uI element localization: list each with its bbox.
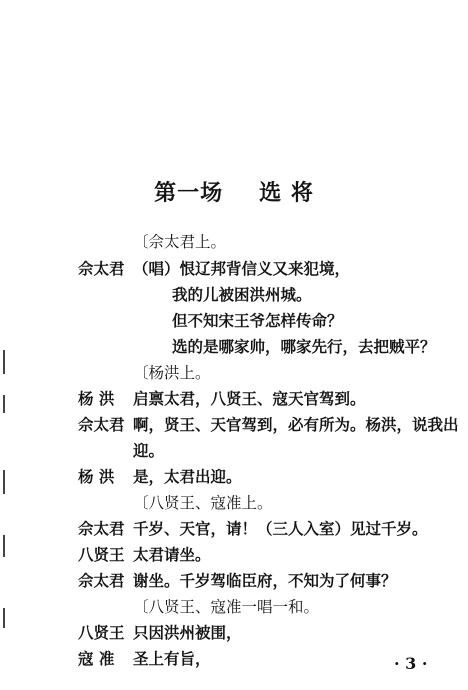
dialogue-line: 圣上有旨， — [133, 649, 211, 668]
stage-direction: 〔杨洪上。 — [133, 364, 211, 382]
speaker-name: 佘太君 — [78, 519, 125, 538]
dialogue-line: 启禀太君，八贤王、寇天官驾到。 — [133, 389, 366, 408]
speaker-name: 寇 准 — [78, 649, 115, 668]
scan-margin-mark — [3, 470, 5, 494]
dialogue-line: 迎。 — [133, 441, 165, 460]
dialogue-line: 太君请坐。 — [133, 545, 211, 564]
dialogue-line: 只因洪州被围， — [133, 623, 242, 642]
speaker-name: 佘太君 — [78, 415, 125, 434]
scan-margin-mark — [3, 350, 5, 374]
speaker-name: 八贤王 — [78, 623, 125, 642]
speaker-name: 八贤王 — [78, 545, 125, 564]
scan-margin-mark — [3, 395, 5, 413]
verse-line: 选的是哪家帅，哪家先行，去把贼平？ — [172, 337, 436, 356]
dialogue-line: 是，太君出迎。 — [133, 467, 242, 486]
speaker-name: 佘太君 — [78, 571, 125, 590]
verse-line: 但不知宋王爷怎样传命？ — [172, 311, 343, 330]
scan-margin-mark — [3, 608, 5, 628]
verse-line: 我的儿被困洪州城。 — [172, 285, 312, 304]
scene-subtitle: 选 将 — [259, 180, 314, 206]
dialogue-line: 千岁、天官，请！（三人入室）见过千岁。 — [133, 519, 428, 538]
scene-heading — [0, 176, 468, 207]
dialogue-line: （唱）恨辽邦背信义又来犯境， — [133, 259, 351, 278]
scan-margin-mark — [3, 535, 5, 557]
stage-direction: 〔佘太君上。 — [133, 233, 227, 251]
page-number: · 3 · — [394, 654, 428, 673]
speaker-name: 杨 洪 — [78, 467, 115, 486]
speaker-name: 佘太君 — [78, 259, 125, 278]
dialogue-line: 谢坐。千岁驾临臣府，不知为了何事？ — [133, 571, 397, 590]
speaker-name: 杨 洪 — [78, 389, 115, 408]
stage-direction: 〔八贤王、寇准一唱一和。 — [133, 598, 320, 616]
stage-direction: 〔八贤王、寇准上。 — [133, 494, 273, 512]
dialogue-line: 啊，贤王、天官驾到，必有所为。杨洪，说我出 — [133, 415, 459, 434]
scene-title: 第一场 — [154, 180, 224, 206]
